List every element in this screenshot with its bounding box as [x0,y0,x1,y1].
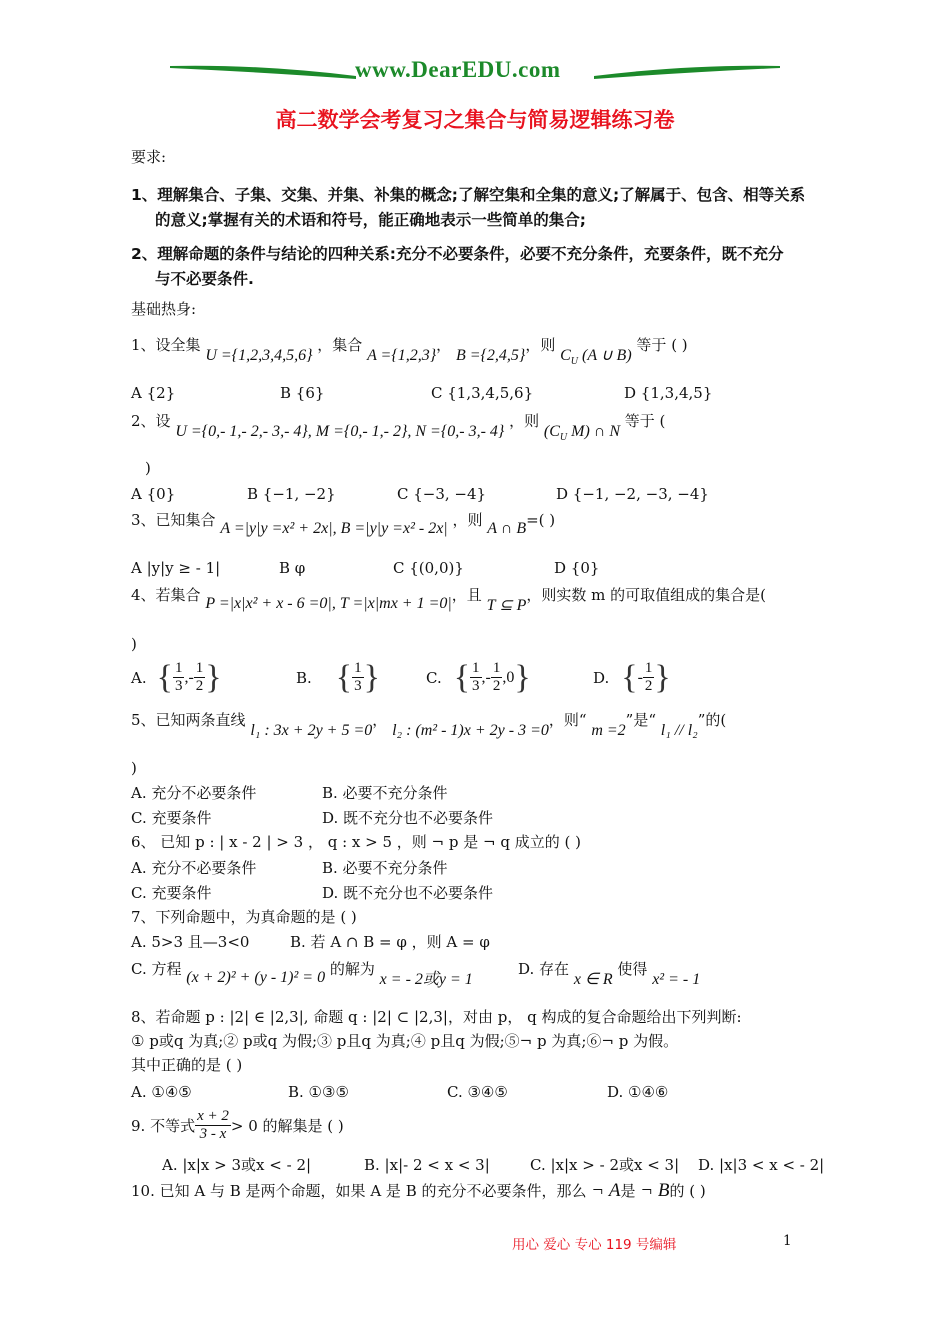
q4-b-frac-num: 1 [354,660,362,676]
q9-option-d: D. |x|3 < x < - 2| [698,1156,825,1174]
q4-c-frac-2-num: 1 [492,660,501,676]
q8-line-3: 其中正确的是 ( ) [131,1056,243,1074]
q7-option-d [518,960,701,988]
q4-b-left-brace: { [335,658,353,696]
q4-option-c-label: C. [426,668,442,687]
q4-a-frac-1-den: 3 [174,678,183,694]
q3-expression: A ∩ B [487,520,527,537]
q3-option-d: D {0} [554,559,600,577]
q8-option-b: B. ①③⑤ [288,1083,349,1101]
q4-c-right-brace: } [514,658,531,696]
q9-option-b: B. |x|- 2 < x < 3| [364,1156,490,1174]
q4-c-frac-1-num: 1 [472,660,480,676]
q4-b-frac-den: 3 [354,678,362,694]
q6-option-d: D. 既不充分也不必要条件 [322,884,494,902]
q4-c-zero: ,0 [502,668,515,686]
q1-lead: 1、设全集 [131,336,201,354]
q2-expr-rest: M) ∩ N [567,423,620,440]
q1-tail: 等于 ( ) [636,336,688,354]
q9-tail: > 0 的解集是 ( ) [230,1116,344,1135]
q7-option-c [131,960,473,988]
q5-option-a: A. 充分不必要条件 [131,784,257,802]
q4-a-sep: ,- [184,668,194,686]
q9-lead: 9. 不等式 [131,1116,196,1135]
q1-option-d: D {1,3,4,5} [624,384,713,402]
q10-lead: 10. 已知 A 与 B 是两个命题，如果 A 是 B 的充分不必要条件，那么 [131,1182,587,1200]
q10-tail: 的 ( ) [669,1182,706,1200]
q10-not-b: ¬ B [640,1180,670,1201]
requirement-1-line-2: 的意义;掌握有关的术语和符号，能正确地表示一些简单的集合; [155,211,586,229]
q1-option-c: C {1,3,4,5,6} [431,384,534,402]
q7-d-lead: D. 存在 [518,960,570,978]
q1-set-b: B ={2,4,5} [455,347,526,364]
q1-option-b: B {6} [280,384,325,402]
q2-lead: 2、设 [131,412,171,430]
page-number: 1 [783,1233,792,1249]
question-7: 7、下列命题中，为真命题的是 ( ) [131,908,357,926]
q3-then: ，则 [452,511,483,529]
header-decoration-right [592,60,782,82]
q1-sep: ， [436,336,452,354]
q4-b-frac [352,660,364,695]
question-3 [131,511,556,537]
q4-option-d-label: D. [593,668,610,687]
footer-text: 用心 爱心 专心 119 号编辑 [512,1237,677,1253]
q5-option-c: C. 充要条件 [131,809,212,827]
q6-option-a: A. 充分不必要条件 [131,859,257,877]
q1-expression [560,347,632,368]
q5-option-b: B. 必要不充分条件 [322,784,448,802]
q2-close-paren: ) [145,459,151,477]
q2-option-b: B {−1, −2} [247,485,336,503]
q10-is: 是 [620,1182,636,1200]
q7-d-equation: x² = - 1 [652,971,701,988]
header-decoration-left [168,60,358,82]
q4-a-frac-2 [194,660,206,695]
q7-c-equation: (x + 2)² + (y - 1)² = 0 [186,969,326,986]
q3-option-b: B φ [279,559,306,577]
warmup-label: 基础热身: [131,300,197,318]
q3-sets: A =|y|y =x² + 2x|, B =|y|y =x² - 2x| [220,520,448,537]
q4-option-a-label: A. [131,668,147,687]
q4-option-d [593,660,671,695]
q1-mid: ，集合 [317,336,363,354]
q4-option-b [296,660,380,695]
site-logo-text: www.DearEDU.com [355,57,561,82]
q4-option-c [426,660,531,695]
q8-option-a: A. ①④⑤ [131,1083,192,1101]
q9-option-c: C. |x|x > - 2或x < 3| [530,1156,680,1174]
question-9 [131,1108,344,1143]
q4-a-frac-2-num: 1 [195,660,204,676]
q6-option-b: B. 必要不充分条件 [322,859,448,877]
q4-d-frac [643,660,655,695]
q8-line-2: ① p或q 为真;② p或q 为假;③ p且q 为真;④ p且q 为假;⑤¬ p 为真;⑥¬ p 为假。 [131,1032,679,1050]
q5-then: ，则“ [548,711,587,729]
q7-option-a: A. 5>3 且—3<0 [131,933,250,951]
q7-option-b: B. 若 A ∩ B = φ ，则 A = φ [290,933,490,951]
requirements-label: 要求: [131,148,167,166]
q4-option-a [131,660,222,695]
question-10 [131,1182,706,1200]
q9-option-a: A. |x|x > 3或x < - 2| [162,1156,312,1174]
q4-a-left-brace: { [156,658,173,696]
q2-tail: 等于 ( [624,412,666,430]
q4-d-neg: - [637,668,643,686]
q1-set-a: A ={1,2,3} [367,347,437,364]
q5-lead: 5、已知两条直线 [131,711,246,729]
requirement-2-line-1: 2、理解命题的条件与结论的四种关系:充分不必要条件，必要不充分条件，充要条件，既不充分 [131,245,784,263]
q2-expr-sub: U [559,432,568,444]
q1-expr-c: C [560,347,571,364]
q7-d-domain: x ∈ R [573,971,613,988]
requirement-2-line-2: 与不必要条件. [155,270,254,288]
q2-expr-c: (C [543,423,560,440]
q7-d-mid: 使得 [617,960,648,978]
q4-c-frac-1-den: 3 [472,678,480,694]
q4-close-paren: ) [131,635,137,653]
q4-d-frac-den: 2 [644,678,653,694]
q5-is: ”是“ [625,711,657,729]
q4-mid: ，且 [451,586,482,604]
q3-tail: =( ) [526,511,556,529]
q4-a-frac-1 [173,660,185,695]
q6-option-c: C. 充要条件 [131,884,212,902]
q3-option-a: A |y|y ≥ - 1| [131,559,221,577]
q7-c-solution: x = - 2或y = 1 [379,971,473,988]
q4-d-right-brace: } [654,658,671,696]
q8-option-d: D. ①④⑥ [607,1083,669,1101]
q8-line-1: 8、若命题 p : |2| ∈ |2,3|, 命题 q : |2| ⊂ |2,3|，对由 p， q 构成的复合命题给出下列判断: [131,1008,742,1026]
q4-c-frac-2 [491,660,503,695]
q3-lead: 3、已知集合 [131,511,216,529]
q1-set-u: U ={1,2,3,4,5,6} [205,347,313,364]
q9-denominator: 3 - x [199,1126,227,1142]
q4-d-frac-num: 1 [644,660,653,676]
q2-sets: U ={0,- 1,- 2,- 3,- 4}, M ={0,- 1,- 2}, N ={0,- 3,- 4} [175,423,505,440]
question-1 [131,336,688,368]
q7-c-lead: C. 方程 [131,960,182,978]
q8-option-c: C. ③④⑤ [447,1083,508,1101]
q4-b-right-brace: } [363,658,380,696]
q4-c-sep: ,- [481,668,491,686]
q1-then: ，则 [525,336,556,354]
q5-tail: ”的( [697,711,727,729]
question-4 [131,586,766,614]
q4-c-left-brace: { [453,658,471,696]
q2-expression [543,423,620,444]
requirement-1-line-1: 1、理解集合、子集、交集、并集、补集的概念;了解空集和全集的意义;了解属于、包含、相等关系 [131,186,806,204]
q5-line-2: l₂ : (m² - 1)x + 2y - 3 =0 [392,722,549,739]
q4-a-frac-1-num: 1 [174,660,183,676]
q4-c-frac-1 [470,660,482,695]
q7-c-mid: 的解为 [329,960,375,978]
q2-option-d: D {−1, −2, −3, −4} [556,485,709,503]
q9-fraction [195,1108,231,1143]
q4-tail: ，则实数 m 的可取值组成的集合是( [526,586,766,604]
q1-expr-sub: U [570,356,579,368]
q5-sep: ， [372,711,388,729]
q9-numerator: x + 2 [197,1108,229,1124]
question-6: 6、 已知 p : | x - 2 | > 3 ， q : x > 5 ，则 ¬ p 是 ¬ q 成立的 ( ) [131,833,581,851]
page-title: 高二数学会考复习之集合与简易逻辑练习卷 [275,108,675,132]
q5-option-d: D. 既不充分也不必要条件 [322,809,494,827]
q5-parallel: l₁ // l₂ [660,722,698,739]
q2-option-a: A {0} [131,485,176,503]
q4-sets: P =|x|x² + x - 6 =0|, T =|x|mx + 1 =0| [205,595,452,612]
q4-option-b-label: B. [296,668,312,687]
q4-d-left-brace: { [621,658,638,696]
q4-subset: T ⊆ P [486,597,527,614]
question-2 [131,412,666,444]
q5-condition: m =2 [591,722,626,739]
q1-option-a: A {2} [131,384,176,402]
question-5 [131,711,727,739]
q5-close-paren: ) [131,759,137,777]
q3-option-c: C {(0,0)} [393,559,464,577]
q2-option-c: C {−3, −4} [397,485,487,503]
q2-then: ，则 [509,412,540,430]
q10-not-a: ¬ A [591,1180,621,1201]
q4-c-frac-2-den: 2 [492,678,501,694]
q1-expr-rest: (A ∪ B) [578,347,632,364]
q4-lead: 4、若集合 [131,586,201,604]
q4-a-frac-2-den: 2 [195,678,204,694]
q4-a-right-brace: } [205,658,222,696]
q5-line-1: l₁ : 3x + 2y + 5 =0 [250,722,373,739]
